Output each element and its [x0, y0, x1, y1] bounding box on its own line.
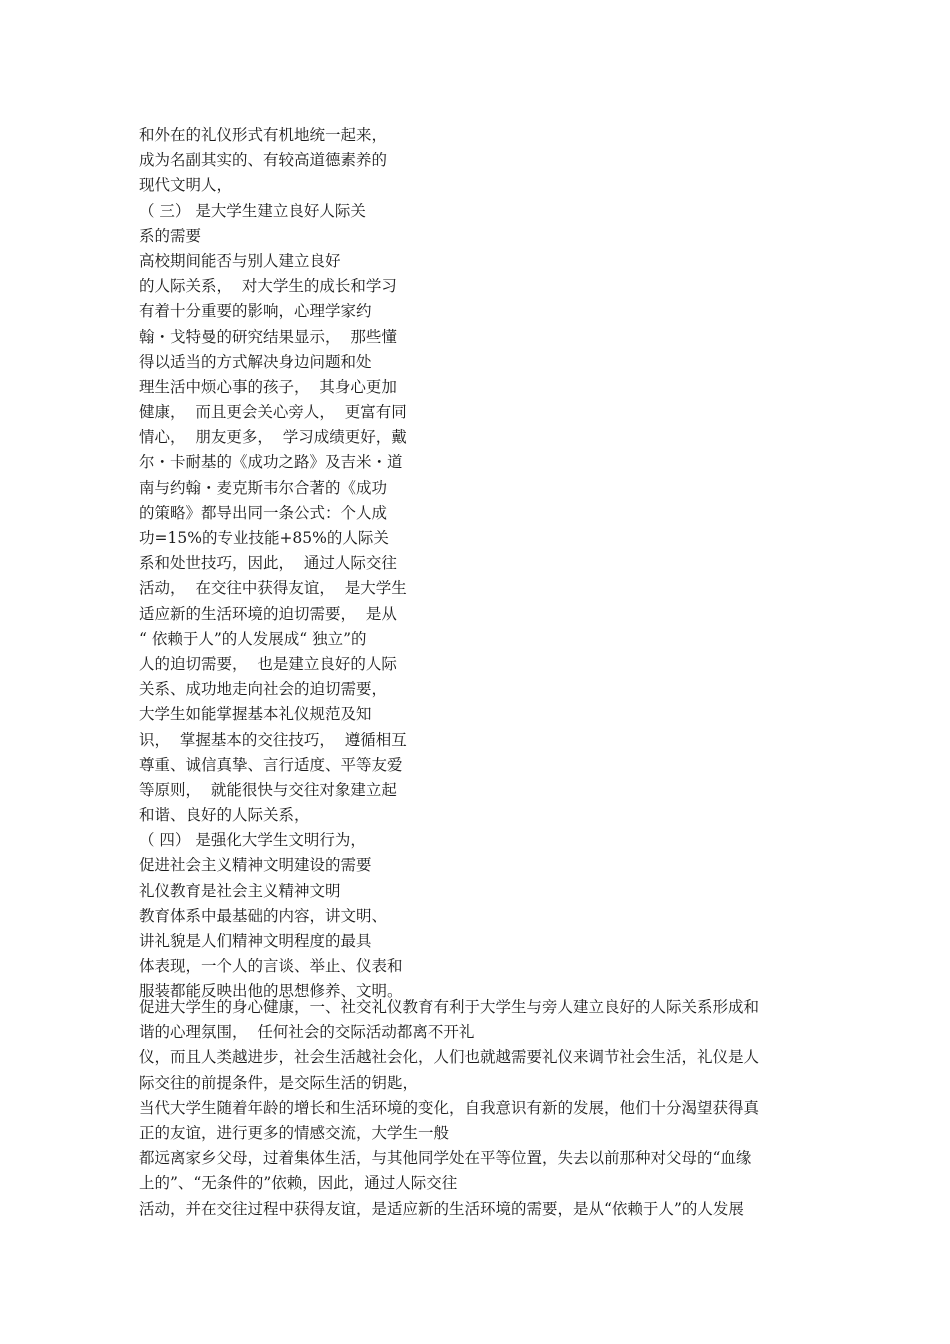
section-heading-4: （ 四） 是强化大学生文明行为， — [139, 831, 366, 850]
text-line: 成为名副其实的、有较高道德素养的 — [139, 151, 388, 170]
text-line: 活动，并在交往过程中获得友谊，是适应新的生活环境的需要，是从“依赖于人”的人发展 — [139, 1199, 744, 1218]
text-line: 关系、成功地走向社会的迫切需要， — [139, 680, 388, 699]
text-line: 活动， 在交往中获得友谊， 是大学生 — [139, 579, 407, 598]
text-line: 当代大学生随着年龄的增长和生活环境的变化，自我意识有新的发展，他们十分渴望获得真 — [139, 1098, 760, 1117]
text-line: 高校期间能否与别人建立良好 — [139, 251, 341, 270]
text-line: 尊重、诚信真挚、言行适度、平等友爱 — [139, 755, 403, 774]
text-line: 的人际关系， 对大学生的成长和学习 — [139, 277, 397, 296]
text-line: 和谐、良好的人际关系， — [139, 806, 310, 825]
text-line: 上的”、“无条件的”依赖，因此，通过人际交往 — [139, 1174, 458, 1193]
text-line: 际交往的前提条件，是交际生活的钥匙， — [139, 1073, 419, 1092]
text-line: 大学生如能掌握基本礼仪规范及知 — [139, 705, 372, 724]
text-line: 教育体系中最基础的内容，讲文明、 — [139, 906, 388, 925]
text-line: 人的迫切需要， 也是建立良好的人际 — [139, 654, 397, 673]
text-line: 得以适当的方式解决身边问题和处 — [139, 352, 372, 371]
text-line: 讲礼貌是人们精神文明程度的最具 — [139, 932, 372, 950]
text-line: 和外在的礼仪形式有机地统一起来， — [139, 126, 388, 144]
text-line: 礼仪教育是社会主义精神文明 — [139, 881, 341, 900]
text-line: 现代文明人， — [139, 176, 233, 195]
section-heading-3: （ 三） 是大学生建立良好人际关 — [139, 201, 366, 220]
text-line: 等原则， 就能很快与交往对象建立起 — [139, 780, 397, 799]
text-line: 尔・卡耐基的《成功之路》及吉米・道 — [139, 453, 403, 472]
text-line: 服装都能反映出他的思想修养、文明。 — [139, 982, 403, 1001]
text-line: 仪，而且人类越进步，社会生活越社会化，人们也就越需要礼仪来调节社会生活，礼仪是人 — [139, 1048, 760, 1067]
text-line: 促进大学生的身心健康，一、社交礼仪教育有利于大学生与旁人建立良好的人际关系形成和 — [139, 998, 760, 1016]
text-line: 都远离家乡父母，过着集体生活，与其他同学处在平等位置，失去以前那种对父母的“血缘 — [139, 1149, 752, 1168]
text-line: 识， 掌握基本的交往技巧， 遵循相互 — [139, 730, 407, 749]
text-line: 谐的心理氛围， 任何社会的交际活动都离不开礼 — [139, 1023, 475, 1042]
text-line: 正的友谊，进行更多的情感交流，大学生一般 — [139, 1123, 450, 1142]
text-line: 功=15%的专业技能+85%的人际关 — [139, 529, 389, 547]
narrow-text-column — [139, 123, 439, 1005]
text-line: 情心， 朋友更多， 学习成绩更好，戴 — [139, 428, 407, 447]
text-line: 翰・戈特曼的研究结果显示， 那些懂 — [139, 327, 397, 346]
section-heading-4-cont: 促进社会主义精神文明建设的需要 — [139, 856, 372, 875]
text-line: 理生活中烦心事的孩子， 其身心更加 — [139, 377, 397, 396]
text-line: 的策略》都导出同一条公式：个人成 — [139, 503, 388, 522]
text-line: 系和处世技巧，因此， 通过人际交往 — [139, 554, 397, 573]
text-line: 健康， 而且更会关心旁人， 更富有同 — [139, 403, 407, 422]
text-line: 适应新的生活环境的迫切需要， 是从 — [139, 604, 397, 623]
section-heading-3-cont: 系的需要 — [139, 226, 202, 245]
text-line: 体表现，一个人的言谈、举止、仪表和 — [139, 957, 403, 976]
text-line: 有着十分重要的影响，心理学家约 — [139, 302, 372, 321]
text-line: 南与约翰・麦克斯韦尔合著的《成功 — [139, 478, 388, 497]
text-line: “ 依赖于人”的人发展成“ 独立”的 — [139, 629, 367, 648]
wide-text-column — [139, 995, 819, 1222]
